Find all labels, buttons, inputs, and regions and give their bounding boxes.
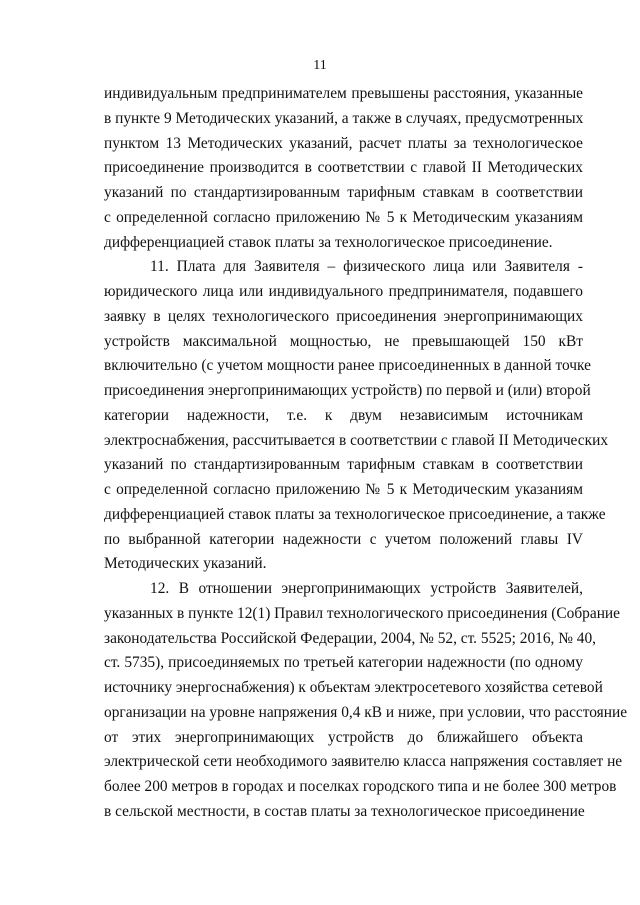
text-line: категории надежности, т.е. к двум независимым источникам bbox=[104, 406, 583, 424]
text-line: по выбранной категории надежности с учетом положений главы IV bbox=[104, 530, 583, 548]
paragraph-continuation bbox=[104, 82, 583, 255]
paragraph-11 bbox=[104, 255, 609, 577]
text-line: указанных в пункте 12(1) Правил технологического присоединения (Собрание bbox=[104, 604, 620, 622]
text-line: заявку в целях технологического присоединения энергопринимающих bbox=[104, 307, 583, 325]
text-line: с определенной согласно приложению № 5 к Методическим указаниям bbox=[104, 208, 583, 226]
text-line: юридического лица или индивидуального предпринимателя, подавшего bbox=[104, 283, 583, 300]
text-line: 12. В отношении энергопринимающих устройств Заявителей, bbox=[150, 580, 583, 597]
text-line: присоединение производится в соответствии с главой II Методических bbox=[104, 159, 583, 177]
text-line: устройств максимальной мощностью, не превышающей 150 кВт bbox=[104, 332, 583, 350]
text-line: дифференциацией ставок платы за технологическое присоединение. bbox=[104, 233, 553, 251]
text-line: от этих энергопринимающих устройств до ближайшего объекта bbox=[104, 728, 583, 746]
text-line: в сельской местности, в состав платы за технологическое присоединение bbox=[104, 802, 585, 820]
text-line: в пункте 9 Методических указаний, а также в случаях, предусмотренных bbox=[104, 109, 584, 127]
text-line: указаний по стандартизированным тарифным ставкам в соответствии bbox=[104, 456, 583, 474]
text-line: с определенной согласно приложению № 5 к Методическим указаниям bbox=[104, 481, 583, 498]
text-line: ст. 5735), присоединяемых по третьей категории надежности (по одному bbox=[104, 654, 583, 672]
text-line: указаний по стандартизированным тарифным ставкам в соответствии bbox=[104, 184, 583, 201]
paragraph-12 bbox=[104, 577, 628, 825]
text-line: электрической сети необходимого заявителю класса напряжения составляет не bbox=[104, 753, 623, 771]
page-number: 11 bbox=[313, 58, 327, 73]
text-line: организации на уровне напряжения 0,4 кВ и ниже, при условии, что расстояние bbox=[104, 703, 628, 721]
text-line: включительно (с учетом мощности ранее присоединенных в данной точке bbox=[104, 357, 591, 375]
text-line: пунктом 13 Методических указаний, расчет платы за технологическое bbox=[104, 134, 583, 152]
body-text bbox=[104, 82, 628, 825]
text-line: индивидуальным предпринимателем превышены расстояния, указанные bbox=[104, 85, 583, 102]
text-line: 11. Плата для Заявителя – физического лица или Заявителя - bbox=[150, 258, 583, 276]
text-line: присоединения энергопринимающих устройств) по первой и (или) второй bbox=[104, 382, 591, 399]
text-line: законодательства Российской Федерации, 2004, № 52, ст. 5525; 2016, № 40, bbox=[104, 629, 597, 647]
text-line: Методических указаний. bbox=[104, 555, 267, 573]
text-line: источнику энергоснабжения) к объектам электросетевого хозяйства сетевой bbox=[104, 679, 603, 696]
text-line: электроснабжения, рассчитывается в соответствии с главой II Методических bbox=[104, 431, 609, 449]
text-line: более 200 метров в городах и поселках городского типа и не более 300 метров bbox=[104, 778, 617, 795]
text-line: дифференциацией ставок платы за технологическое присоединение, а также bbox=[104, 505, 606, 523]
